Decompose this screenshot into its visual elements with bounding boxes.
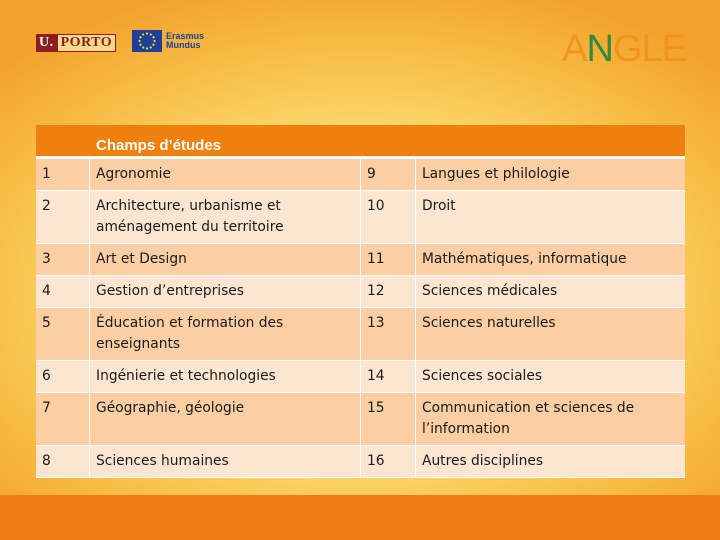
- uporto-logo-u: U.: [36, 34, 57, 52]
- field-name: Sciences médicales: [416, 276, 685, 308]
- field-name: Agronomie: [90, 159, 361, 191]
- uporto-logo-porto: PORTO: [57, 34, 117, 52]
- table-row: [36, 159, 685, 191]
- field-number: 6: [36, 361, 90, 393]
- field-number: 15: [361, 393, 416, 446]
- field-name: Géographie, géologie: [90, 393, 361, 446]
- table-row: [36, 446, 685, 478]
- field-number: 16: [361, 446, 416, 478]
- table-row: [36, 244, 685, 276]
- erasmus-mundus-logo: [132, 30, 204, 52]
- field-number: 8: [36, 446, 90, 478]
- field-number: 9: [361, 159, 416, 191]
- table-row: [36, 191, 685, 244]
- erasmus-text-line2: Mundus: [166, 40, 201, 50]
- field-number: 12: [361, 276, 416, 308]
- table-row: [36, 393, 685, 446]
- field-number: 4: [36, 276, 90, 308]
- field-name: Mathématiques, informatique: [416, 244, 685, 276]
- angle-logo-rest: GLE: [612, 28, 686, 70]
- field-number: 2: [36, 191, 90, 244]
- field-number: 10: [361, 191, 416, 244]
- field-number: 7: [36, 393, 90, 446]
- header-spacer: [36, 125, 90, 159]
- table-row: [36, 276, 685, 308]
- field-number: 14: [361, 361, 416, 393]
- field-number: 11: [361, 244, 416, 276]
- field-number: 5: [36, 308, 90, 361]
- field-name: Gestion d’entreprises: [90, 276, 361, 308]
- field-name: Autres disciplines: [416, 446, 685, 478]
- fields-of-study-table-container: [36, 125, 685, 478]
- field-number: 1: [36, 159, 90, 191]
- table-body: [36, 159, 685, 478]
- table-title: Champs d’études: [90, 125, 685, 159]
- field-name: Droit: [416, 191, 685, 244]
- field-name: Sciences sociales: [416, 361, 685, 393]
- field-number: 13: [361, 308, 416, 361]
- field-name: Langues et philologie: [416, 159, 685, 191]
- table-row: [36, 308, 685, 361]
- angle-logo-a: A: [562, 28, 587, 70]
- field-name: Éducation et formation des enseignants: [90, 308, 361, 361]
- table-row: [36, 361, 685, 393]
- fields-of-study-table: [36, 125, 685, 478]
- erasmus-text-line1: Erasmus: [166, 31, 205, 41]
- angle-logo: [562, 28, 686, 71]
- eu-flag-icon: [132, 30, 162, 52]
- field-name: Sciences naturelles: [416, 308, 685, 361]
- field-name: Sciences humaines: [90, 446, 361, 478]
- field-name: Ingénierie et technologies: [90, 361, 361, 393]
- field-number: 3: [36, 244, 90, 276]
- field-name: Art et Design: [90, 244, 361, 276]
- bottom-bar: [0, 495, 720, 540]
- field-name: Communication et sciences de l’information: [416, 393, 685, 446]
- field-name: Architecture, urbanisme et aménagement du territoire: [90, 191, 361, 244]
- table-header-row: [36, 125, 685, 159]
- angle-logo-n: N: [586, 28, 613, 70]
- uporto-logo: [36, 34, 116, 52]
